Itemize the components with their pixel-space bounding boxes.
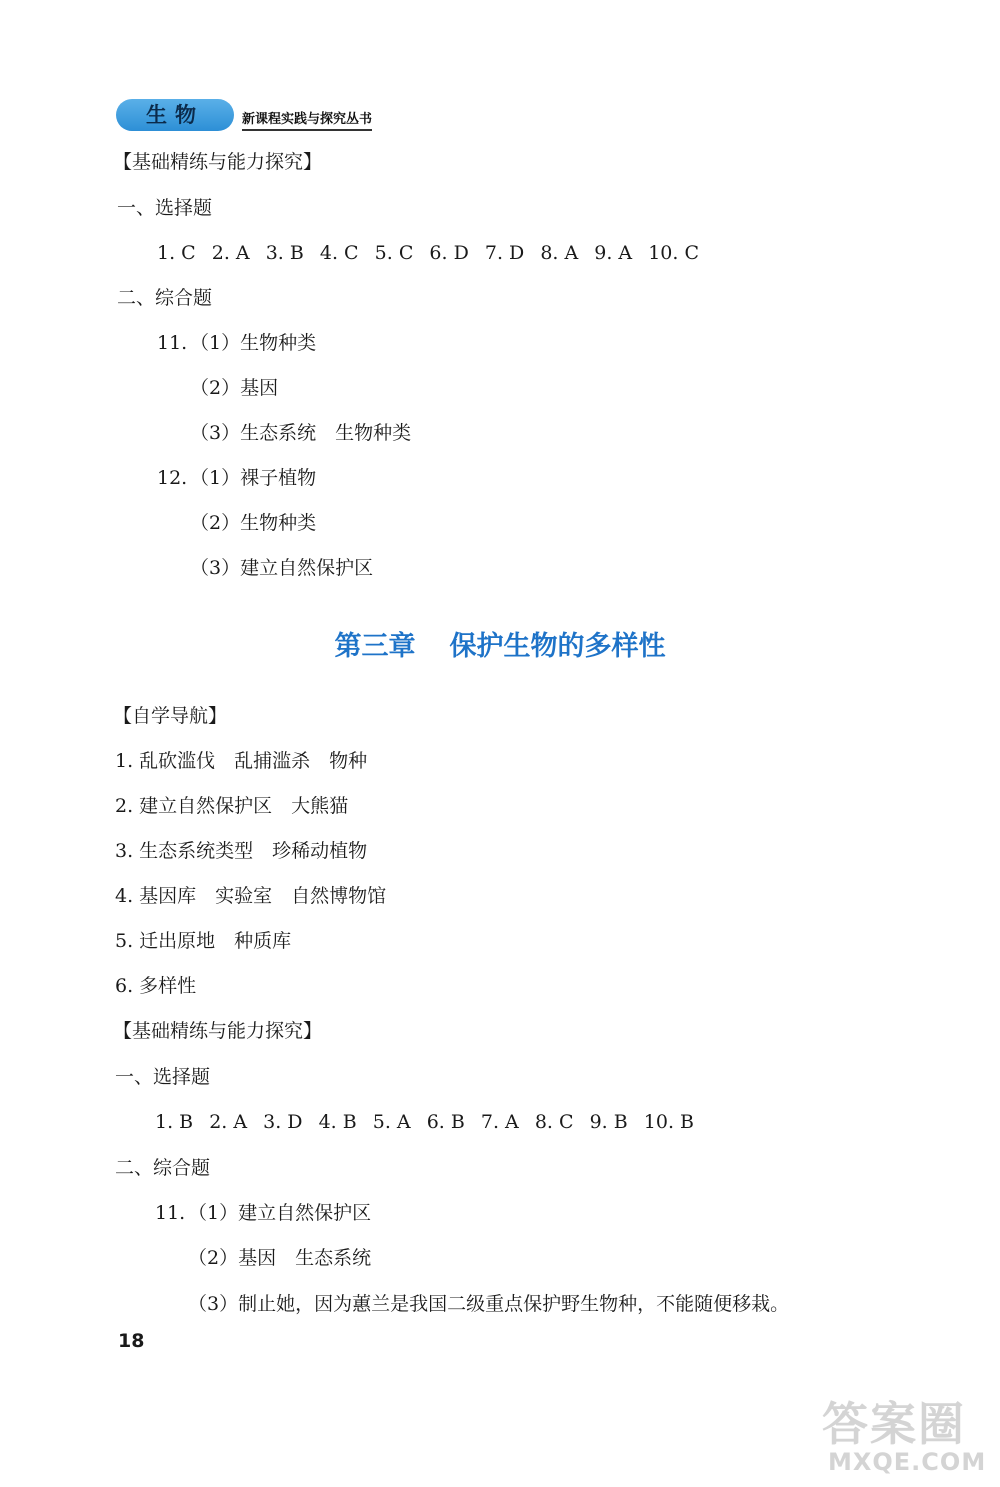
section2-choice-title: 一、选择题 xyxy=(115,1066,211,1088)
answer-item: 2. A xyxy=(209,1111,248,1133)
subject-badge: 生物 xyxy=(116,99,234,131)
answer-line: （3）建立自然保护区 xyxy=(190,557,374,579)
answer-line: （1）裸子植物 xyxy=(190,467,317,489)
section2-comp-title: 二、综合题 xyxy=(115,1157,211,1179)
question-number: 11. xyxy=(157,332,188,354)
list-item: 3. 生态系统类型 珍稀动植物 xyxy=(115,840,368,862)
section1-choice-answers xyxy=(157,241,699,265)
answer-line: （1）建立自然保护区 xyxy=(188,1202,372,1224)
question-number: 11. xyxy=(155,1202,186,1224)
answer-item: 5. A xyxy=(372,1111,411,1133)
answer-line: （3）生态系统 生物种类 xyxy=(190,422,412,444)
chapter-title xyxy=(0,624,1000,663)
answer-line: （3）制止她，因为蕙兰是我国二级重点保护野生物种，不能随便移栽。 xyxy=(188,1293,790,1315)
answer-item: 4. B xyxy=(318,1111,357,1133)
answer-item: 10. C xyxy=(648,242,699,264)
section2-choice-answers xyxy=(155,1110,694,1134)
answer-item: 7. D xyxy=(484,242,525,264)
answer-item: 1. C xyxy=(157,242,196,264)
answer-item: 3. B xyxy=(265,242,304,264)
answer-item: 9. B xyxy=(589,1111,628,1133)
answer-item: 2. A xyxy=(211,242,250,264)
list-item: 2. 建立自然保护区 大熊猫 xyxy=(115,795,349,817)
watermark-logo: 答案圈 xyxy=(822,1397,966,1451)
series-title: 新课程实践与探究丛书 xyxy=(242,108,372,131)
page-number: 18 xyxy=(118,1330,145,1352)
section1-comp-title: 二、综合题 xyxy=(117,287,213,309)
self-study-heading: 【自学导航】 xyxy=(113,705,228,727)
answer-item: 1. B xyxy=(155,1111,194,1133)
list-item: 4. 基因库 实验室 自然博物馆 xyxy=(115,885,387,907)
section1-choice-title: 一、选择题 xyxy=(117,197,213,219)
watermark-url: MXQE.COM xyxy=(828,1448,987,1476)
answer-item: 5. C xyxy=(374,242,414,264)
answer-line: （2）基因 xyxy=(190,377,279,399)
answer-line: （2）基因 生态系统 xyxy=(188,1247,372,1269)
answer-item: 9. A xyxy=(594,242,633,264)
list-item: 5. 迁出原地 种质库 xyxy=(115,930,292,952)
answer-item: 10. B xyxy=(643,1111,694,1133)
list-item: 1. 乱砍滥伐 乱捕滥杀 物种 xyxy=(115,750,368,772)
answer-item: 8. A xyxy=(540,242,579,264)
section2-heading: 【基础精练与能力探究】 xyxy=(113,1020,323,1042)
answer-item: 4. C xyxy=(319,242,359,264)
answer-item: 6. B xyxy=(426,1111,465,1133)
answer-item: 7. A xyxy=(480,1111,519,1133)
answer-line: （1）生物种类 xyxy=(190,332,317,354)
answer-line: （2）生物种类 xyxy=(190,512,317,534)
answer-item: 6. D xyxy=(429,242,469,264)
question-number: 12. xyxy=(157,467,188,489)
section1-heading: 【基础精练与能力探究】 xyxy=(113,151,323,173)
answer-item: 3. D xyxy=(263,1111,303,1133)
chapter-number: 第三章 xyxy=(334,631,416,662)
answer-item: 8. C xyxy=(534,1111,574,1133)
chapter-name: 保护生物的多样性 xyxy=(449,631,666,662)
list-item: 6. 多样性 xyxy=(115,975,197,997)
